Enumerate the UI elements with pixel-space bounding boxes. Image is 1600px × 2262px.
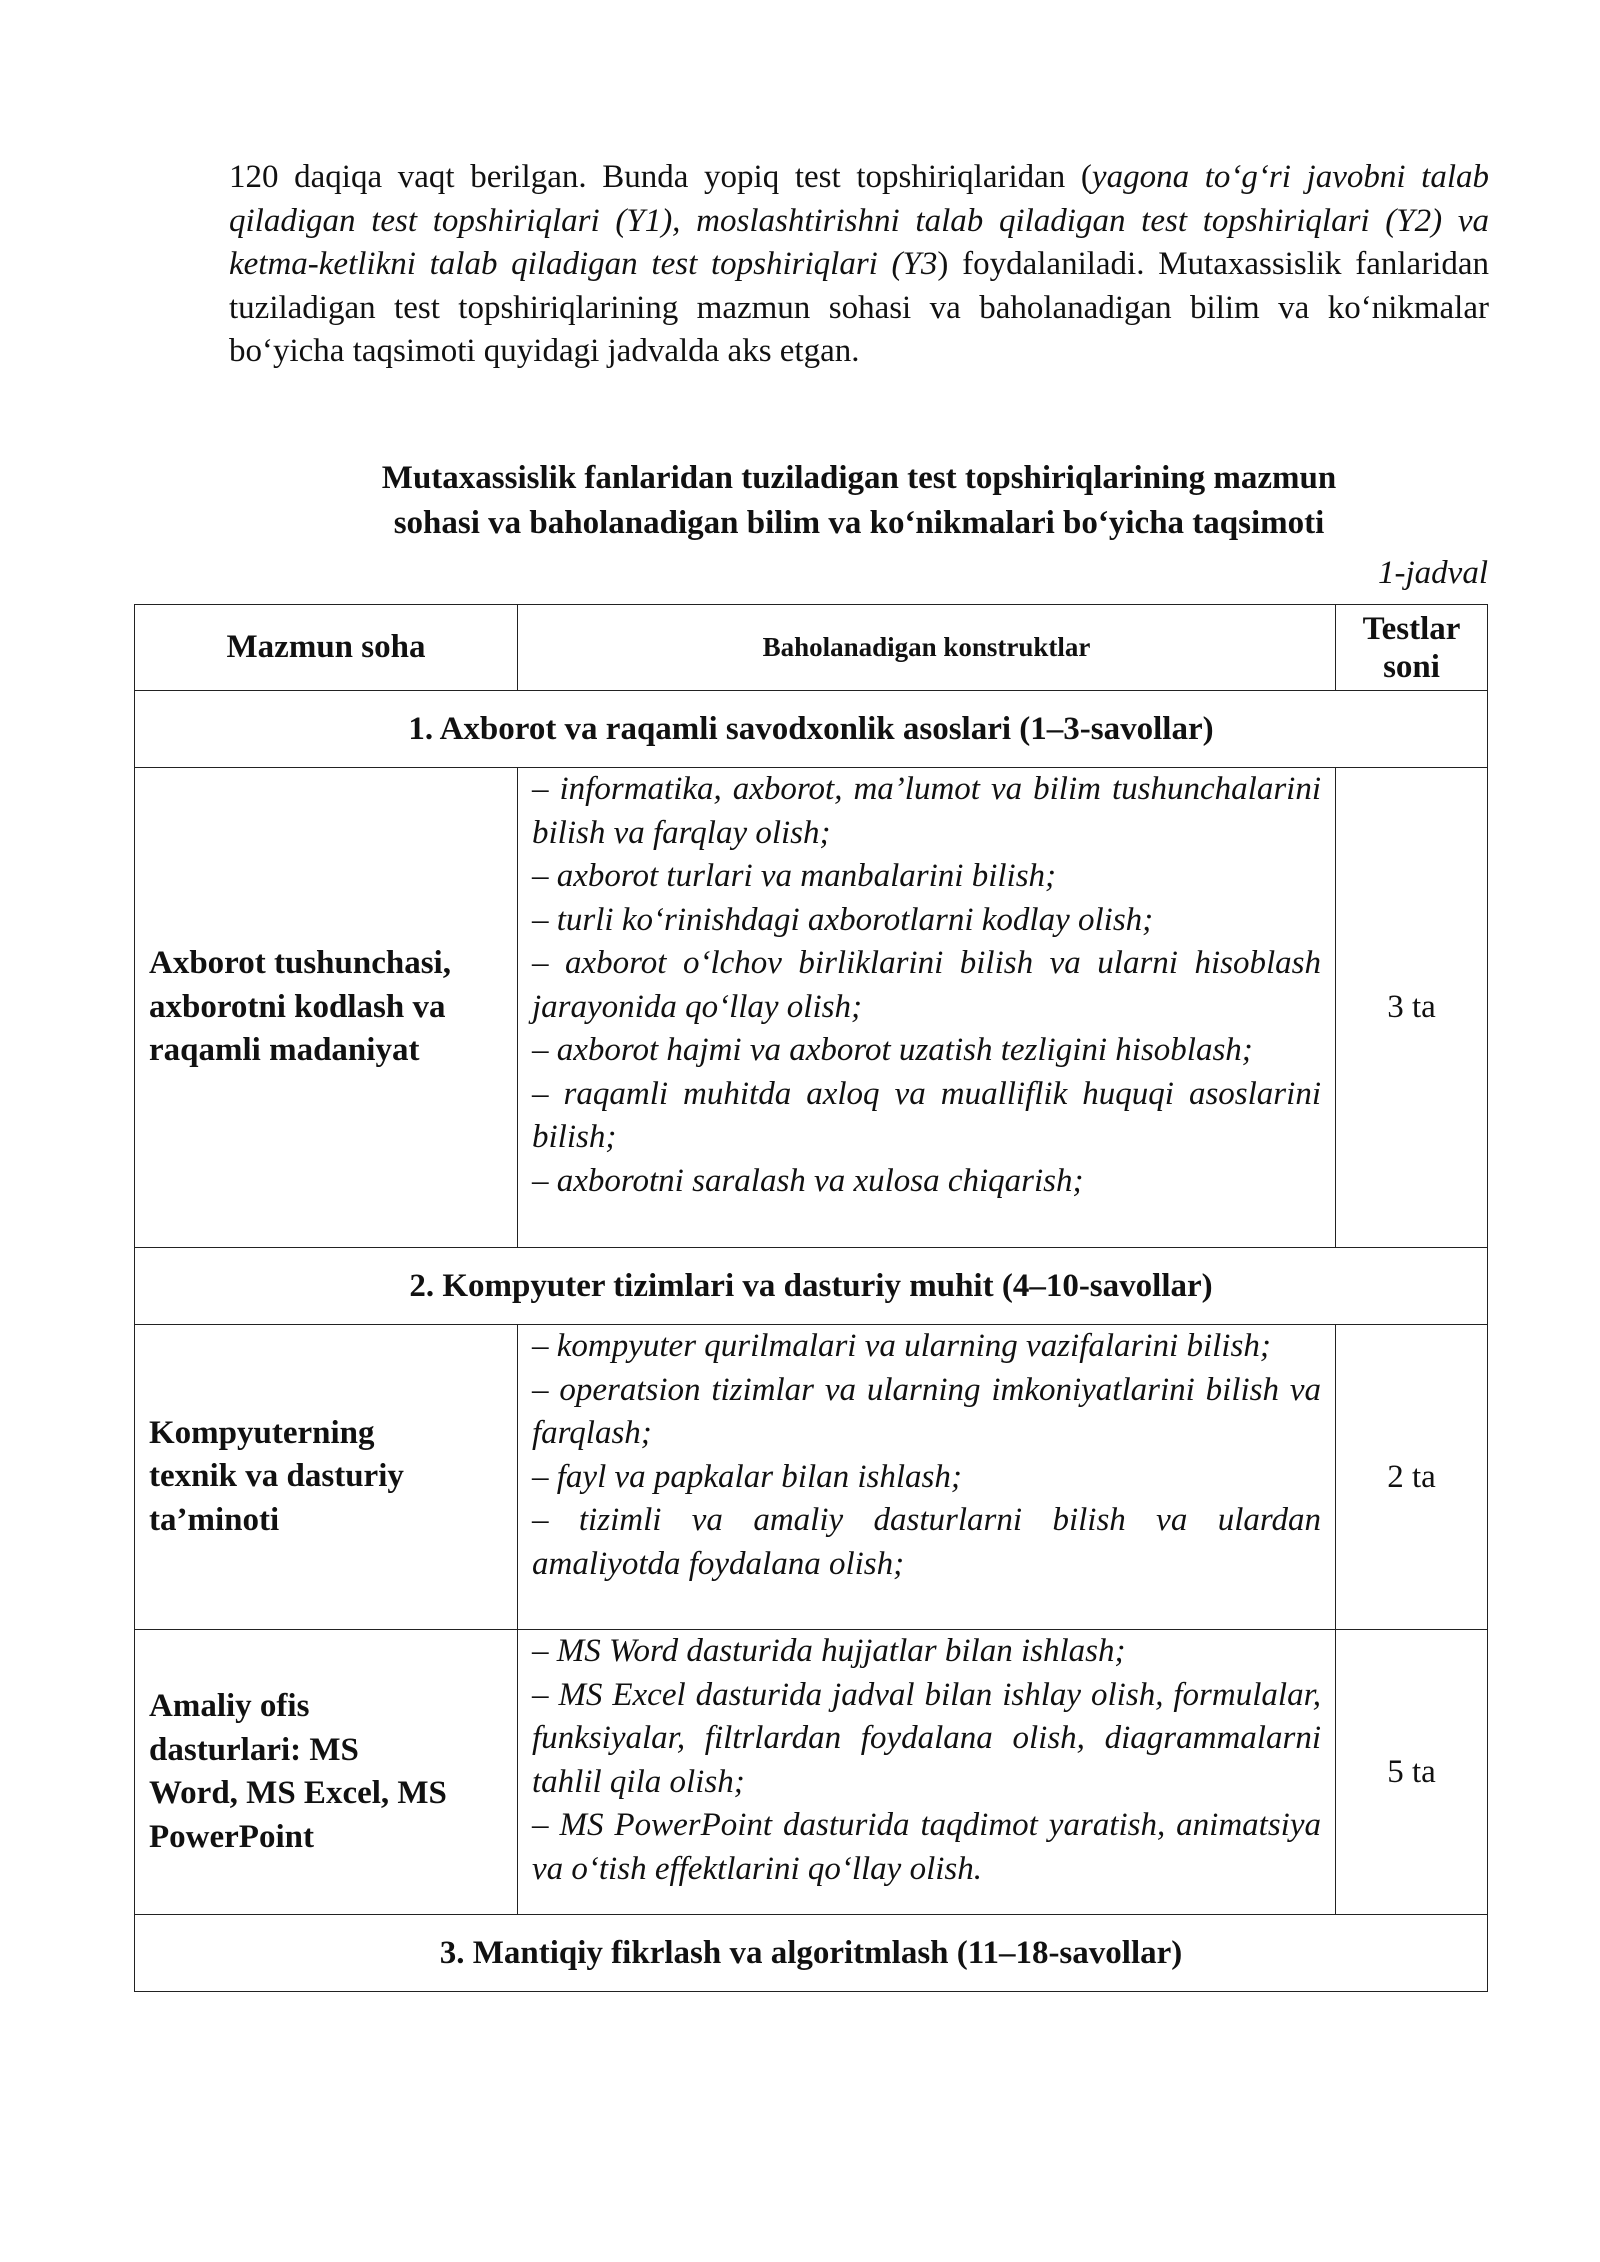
construct-item: – turli ko‘rinishdagi axborotlarni kodlay olish; (532, 901, 1154, 938)
header-count-line-1: Testlar (1362, 610, 1461, 647)
content-area-line: Axborot tushunchasi, (149, 945, 451, 982)
content-area-line: texnik va dasturiy (149, 1458, 404, 1495)
content-area-line: dasturlari: MS (149, 1731, 359, 1768)
content-area-cell (135, 1325, 518, 1630)
section-heading: 2. Kompyuter tizimlari va dasturiy muhit (4–10-savollar) (135, 1248, 1488, 1325)
content-area-line: Word, MS Excel, MS (149, 1775, 447, 1811)
table-header-row (135, 605, 1488, 691)
content-area-line: Amaliy ofis (149, 1688, 310, 1724)
test-count-cell: 5 ta (1336, 1630, 1488, 1915)
construct-item: – kompyuter qurilmalari va ularning vazifalarini bilish; (532, 1328, 1271, 1364)
construct-item: – fayl va papkalar bilan ishlash; (532, 1458, 962, 1495)
table-title-line-2: sohasi va baholanadigan bilim va ko‘nikmalari bo‘yicha taqsimoti (393, 505, 1325, 541)
construct-item: – raqamli muhitda axloq va mualliflik huquqi asoslarini bilish; (532, 1075, 1321, 1155)
intro-text-1: 120 daqiqa vaqt berilgan. Bunda yopiq test topshiriqlaridan ( (229, 159, 1092, 195)
constructs-cell (518, 768, 1336, 1248)
section-heading: 1. Axborot va raqamli savodxonlik asoslari (1–3-savollar) (135, 691, 1488, 768)
header-constructs: Baholanadigan konstruktlar (518, 605, 1336, 691)
table-number: 1-jadval (1378, 555, 1488, 591)
table-title-line-1: Mutaxassislik fanlaridan tuziladigan test topshiriqlarining mazmun (381, 460, 1337, 496)
content-area-cell (135, 768, 518, 1248)
construct-item: – axborotni saralash va xulosa chiqarish; (532, 1162, 1084, 1199)
table-row (135, 1325, 1488, 1630)
section-row-2 (135, 1248, 1488, 1325)
construct-item: – MS Word dasturida hujjatlar bilan ishlash; (532, 1633, 1126, 1669)
distribution-table (134, 604, 1488, 1992)
content-area-line: PowerPoint (149, 1818, 314, 1855)
construct-item: – MS PowerPoint dasturida taqdimot yaratish, animatsiya va o‘tish effektlarini qo‘llay olish. (532, 1807, 1321, 1887)
content-area-cell (135, 1630, 518, 1915)
construct-item: – operatsion tizimlar va ularning imkoniyatlarini bilish va farqlash; (532, 1371, 1321, 1451)
constructs-cell (518, 1325, 1336, 1630)
test-count-cell: 3 ta (1336, 768, 1488, 1248)
construct-item: – axborot o‘lchov birliklarini bilish va ularni hisoblash jarayonida qo‘llay olish; (532, 945, 1321, 1025)
table-row (135, 768, 1488, 1248)
header-area: Mazmun soha (135, 605, 518, 691)
construct-item: – axborot hajmi va axborot uzatish tezligini hisoblash; (532, 1032, 1253, 1068)
section-row-3 (135, 1915, 1488, 1992)
table-row (135, 1630, 1488, 1915)
construct-item: – axborot turlari va manbalarini bilish; (532, 858, 1057, 894)
test-count-cell: 2 ta (1336, 1325, 1488, 1630)
content-area-line: Kompyuterning (149, 1414, 375, 1451)
intro-text-italic: yagona to‘g‘ri javobni talab qiladigan test topshiriqlari (Y1), moslashtirishni talab qiladigan test topshiriqlari (Y2) va ketma-ketlikni talab qiladigan test topshiriqlari (Y3 (229, 159, 1489, 282)
content-area-line: axborotni kodlash va (149, 988, 446, 1025)
constructs-cell (518, 1630, 1336, 1915)
construct-item: – MS Excel dasturida jadval bilan ishlay olish, formulalar, funksiyalar, filtrlardan foydalana olish, diagrammalarni tahlil qila olish; (532, 1676, 1321, 1800)
header-count-line-2: soni (1383, 648, 1440, 685)
construct-item: – tizimli va amaliy dasturlarni bilish va ulardan amaliyotda foydalana olish; (532, 1502, 1321, 1582)
section-row-1 (135, 691, 1488, 768)
intro-paragraph (229, 156, 1489, 374)
section-heading: 3. Mantiqiy fikrlash va algoritmlash (11–18-savollar) (135, 1915, 1488, 1992)
content-area-line: ta’minoti (149, 1501, 280, 1538)
construct-item: – informatika, axborot, ma’lumot va bilim tushunchalarini bilish va farqlay olish; (532, 771, 1321, 851)
header-count (1336, 605, 1488, 691)
content-area-line: raqamli madaniyat (149, 1032, 420, 1069)
intro-text-3: ) foydalaniladi. Mutaxassislik fanlaridan tuziladigan test topshiriqlarining mazmun sohasi va baholanadigan bilim va ko‘nikmalar bo‘yicha taqsimoti quyidagi jadvalda aks etgan. (229, 246, 1490, 369)
table-title (229, 456, 1489, 546)
